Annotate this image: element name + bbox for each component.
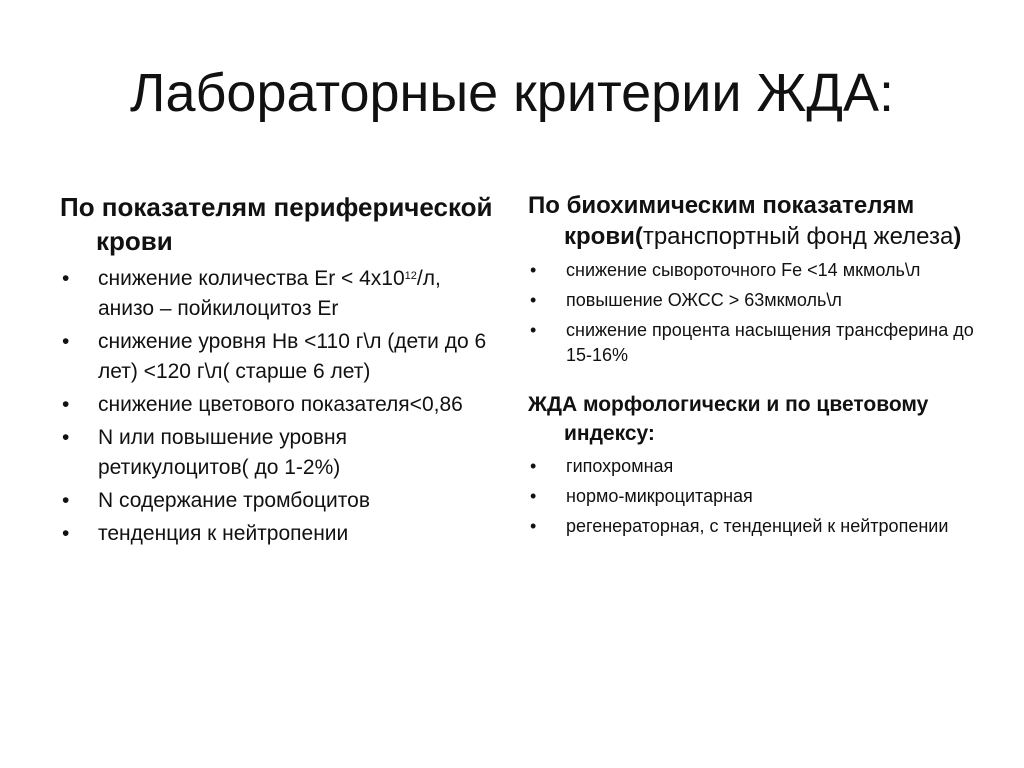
list-item: [60, 264, 500, 324]
bullet-icon: •: [530, 260, 537, 280]
peripheral-blood-column: [60, 190, 500, 552]
list-item: [60, 519, 500, 549]
list-item: [60, 390, 500, 420]
list-item: [528, 288, 988, 313]
slide-title: Лабораторные критерии ЖДА:: [130, 63, 894, 123]
bullet-icon: •: [530, 516, 537, 536]
biochemical-list: [528, 258, 988, 368]
list-item-text: гипохромная: [566, 456, 674, 476]
list-item: [528, 484, 988, 509]
list-item: [528, 258, 988, 283]
peripheral-blood-heading-text: По показателям периферической крови: [60, 192, 493, 256]
biochemical-heading: [528, 190, 988, 252]
list-item-text-part: снижение количества Er < 4x10: [98, 267, 405, 290]
morphology-heading: ЖДА морфологически и по цветовому индексу:: [528, 393, 929, 445]
bullet-icon: •: [530, 486, 537, 506]
biochemical-heading-close: ): [953, 223, 962, 250]
list-item-text: повышение ОЖСС > 63мкмоль\л: [566, 290, 842, 310]
list-item-text: тенденция к нейтропении: [98, 522, 349, 545]
list-item-text: снижение процента насыщения трансферина до 15-16%: [566, 320, 974, 365]
list-item-text: снижение сывороточного Fe <14 мкмоль\л: [566, 260, 921, 280]
exponent: 12: [404, 270, 417, 282]
list-item-text: нормо-микроцитарная: [566, 486, 753, 506]
list-item-text: снижение цветового показателя<0,86: [98, 393, 463, 416]
list-item-text: регенераторная, с тенденцией к нейтропении: [566, 516, 949, 536]
biochemical-column: [528, 190, 988, 544]
morphology-list: [528, 454, 988, 539]
bullet-icon: •: [62, 426, 70, 449]
peripheral-blood-heading: [60, 190, 500, 258]
list-item-text-part: /л, анизо – пойкилоцитоз Er: [98, 267, 441, 320]
list-item: [60, 486, 500, 516]
bullet-icon: •: [62, 489, 70, 512]
biochemical-heading-bold: По биохимическим показателям крови(: [528, 192, 915, 250]
list-item: [528, 454, 988, 479]
list-item: [60, 327, 500, 387]
bullet-icon: •: [62, 267, 70, 290]
bullet-icon: •: [530, 290, 537, 310]
list-item-text: снижение уровня Нв <110 г\л (дети до 6 лет) <120 г\л( старше 6 лет): [98, 330, 487, 383]
list-item-text: N содержание тромбоцитов: [98, 489, 370, 512]
bullet-icon: •: [62, 330, 70, 353]
bullet-icon: •: [530, 320, 537, 340]
peripheral-blood-list: [60, 264, 500, 549]
list-item: [528, 514, 988, 539]
bullet-icon: •: [62, 393, 70, 416]
list-item: [528, 318, 988, 368]
bullet-icon: •: [530, 456, 537, 476]
bullet-icon: •: [62, 522, 70, 545]
list-item-text: N или повышение уровня ретикулоцитов( до 1-2%): [98, 426, 347, 479]
biochemical-heading-normal: транспортный фонд железа: [642, 223, 954, 250]
list-item: [60, 423, 500, 483]
